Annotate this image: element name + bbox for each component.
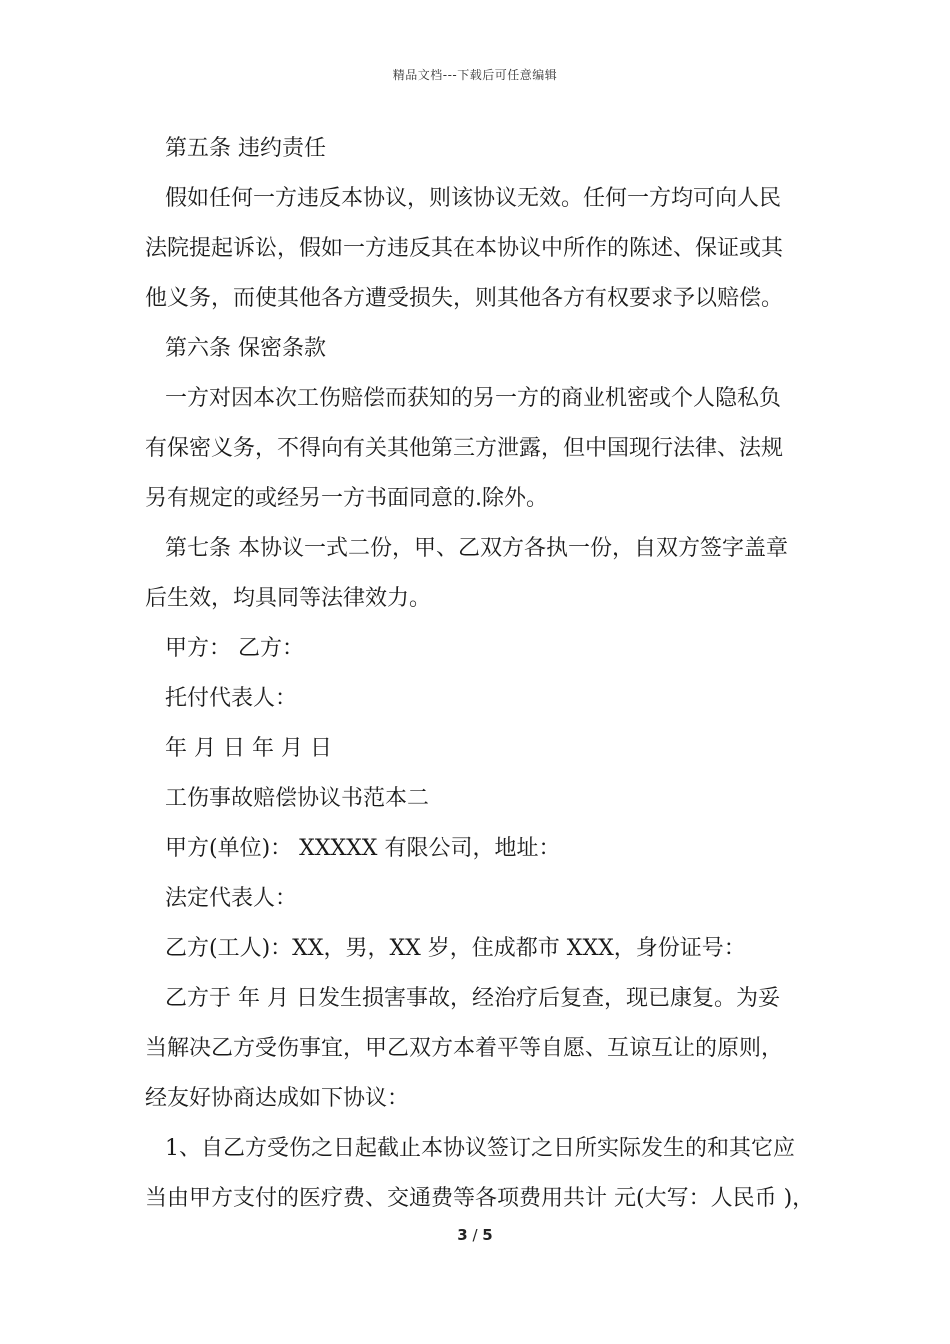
text-line: 托付代表人：: [165, 686, 298, 711]
text-line: 第七条 本协议一式二份，甲、乙双方各执一份，自双方签字盖章: [165, 536, 788, 561]
text-line: 第五条 违约责任: [165, 136, 326, 161]
document-body: [145, 124, 815, 1224]
text-line: 年 月 日 年 月 日: [165, 736, 332, 761]
text-line: 假如任何一方违反本协议，则该协议无效。任何一方均可向人民: [165, 186, 782, 211]
page-number-total: 5: [482, 1226, 493, 1244]
text-line: 甲方(单位)： XXXXX 有限公司，地址：: [165, 836, 561, 861]
text-line: 有保密义务，不得向有关其他第三方泄露，但中国现行法律、法规: [145, 436, 784, 461]
text-line: 甲方： 乙方：: [165, 636, 304, 661]
text-line: 法院提起诉讼，假如一方违反其在本协议中所作的陈述、保证或其: [145, 236, 784, 261]
text-line: 第六条 保密条款: [165, 336, 326, 361]
page-number-current: 3: [457, 1226, 468, 1244]
text-line: 后生效，均具同等法律效力。: [145, 586, 432, 611]
text-line: 乙方(工人)：XX，男，XX 岁，住成都市 XXX，身份证号：: [165, 936, 746, 961]
text-line: 法定代表人：: [165, 886, 298, 911]
text-line: 乙方于 年 月 日发生损害事故，经治疗后复查，现已康复。为妥: [165, 986, 780, 1011]
text-line: 经友好协商达成如下协议：: [145, 1086, 410, 1111]
text-line: 工伤事故赔偿协议书范本二: [165, 786, 430, 811]
text-line: 当解决乙方受伤事宜，甲乙双方本着平等自愿、互谅互让的原则，: [145, 1036, 784, 1061]
text-line: 1、自乙方受伤之日起截止本协议签订之日所实际发生的和其它应: [165, 1136, 795, 1161]
text-line: 一方对因本次工伤赔偿而获知的另一方的商业机密或个人隐私负: [165, 386, 782, 411]
page-number-separator: /: [467, 1226, 483, 1244]
page-footer: [0, 1226, 950, 1244]
text-line: 另有规定的或经另一方书面同意的.除外。: [145, 486, 548, 511]
text-line: 当由甲方支付的医疗费、交通费等各项费用共计 元(大写：人民币 )，: [145, 1186, 815, 1211]
text-line: 他义务，而使其他各方遭受损失，则其他各方有权要求予以赔偿。: [145, 286, 784, 311]
page-header: 精品文档---下载后可任意编辑: [392, 68, 558, 82]
